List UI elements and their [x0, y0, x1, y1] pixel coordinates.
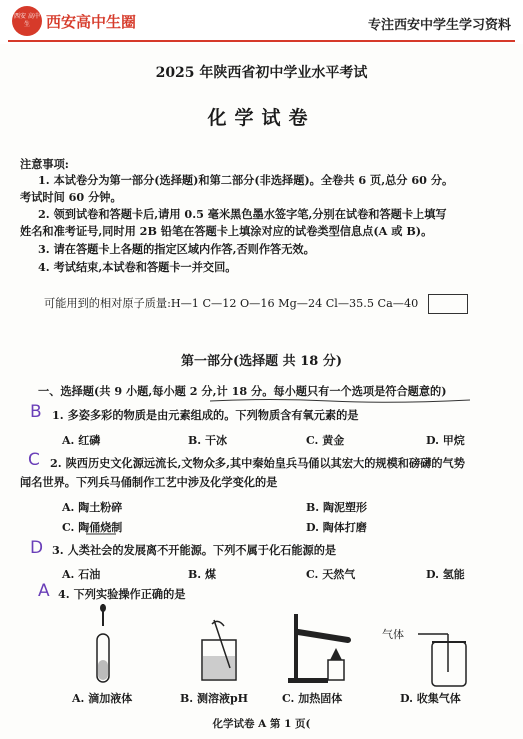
option: D. 陶体打磨 [306, 521, 367, 534]
question-stem-continued: 闻名世界。下列兵马俑制作工艺中涉及化学变化的是 [20, 475, 278, 489]
atomic-mass-line: 可能用到的相对原子质量:H—1 C—12 O—16 Mg—24 Cl—35.5 Ca—40 [44, 297, 419, 310]
ph-test-illustration [194, 620, 254, 684]
dropper-test-tube-illustration [88, 604, 118, 684]
question-stem: 2. 陕西历史文化源远流长,文物众多,其中秦始皇兵马俑以其宏大的规模和磅礴的气势 [50, 456, 465, 470]
section-instruction: 一、选择题(共 9 小题,每小题 2 分,计 18 分。每小题只有一个选项是符合题意的) [38, 384, 447, 398]
heating-solid-illustration [288, 610, 358, 684]
figure-caption: C. 加热固体 [282, 692, 343, 705]
question-stem: 1. 多姿多彩的物质是由元素组成的。下列物质含有氧元素的是 [52, 408, 359, 422]
gas-label: 气体 [382, 628, 404, 641]
option-underline [86, 532, 116, 536]
note-item: 3. 请在答题卡上各题的指定区域内作答,否则作答无效。 [38, 242, 315, 256]
question-stem: 3. 人类社会的发展离不开能源。下列不属于化石能源的是 [52, 543, 337, 557]
figure-caption: B. 测溶液pH [180, 692, 249, 705]
notes-heading: 注意事项: [20, 157, 69, 171]
option: A. 陶土粉碎 [62, 501, 123, 514]
option: A. 石油 [62, 568, 101, 581]
answer-mark: A [38, 581, 50, 601]
note-item: 考试时间 60 分钟。 [20, 190, 122, 204]
option: B. 陶泥塑形 [306, 501, 367, 514]
part1-title: 第一部分(选择题 共 18 分) [181, 354, 342, 369]
instruction-underline [210, 398, 470, 404]
gas-collection-illustration [418, 628, 468, 688]
handwritten-box [428, 294, 468, 314]
option: A. 红磷 [62, 434, 101, 447]
option: B. 干冰 [188, 434, 227, 447]
option: C. 天然气 [306, 568, 356, 581]
note-item: 1. 本试卷分为第一部分(选择题)和第二部分(非选择题)。全卷共 6 页,总分 60 分。 [38, 173, 454, 187]
header-slogan: 专注西安中学生学习资料 [367, 18, 511, 33]
figure-caption: D. 收集气体 [400, 692, 461, 705]
option: D. 氢能 [426, 568, 465, 581]
logo-text: 西安高中生圈 [46, 13, 137, 31]
answer-mark: B [30, 402, 42, 422]
question-stem: 4. 下列实验操作正确的是 [58, 587, 186, 601]
page-footer: 化学试卷 A 第 1 页( [212, 718, 311, 730]
answer-mark: D [30, 538, 44, 558]
subject-title: 化学试卷 [207, 107, 316, 129]
answer-mark: C [28, 450, 40, 470]
option: D. 甲烷 [426, 434, 465, 447]
logo-badge-text: 西安 高中生 [14, 13, 40, 28]
figure-caption: A. 滴加液体 [72, 692, 133, 705]
option: B. 煤 [188, 568, 216, 581]
exam-title: 2025 年陕西省初中学业水平考试 [155, 65, 368, 81]
note-item: 4. 考试结束,本试卷和答题卡一并交回。 [38, 260, 237, 274]
option: C. 陶俑烧制 [62, 521, 123, 534]
header-divider [8, 40, 515, 42]
note-item: 姓名和准考证号,同时用 2B 铅笔在答题卡上填涂对应的试卷类型信息点(A 或 B)。 [20, 224, 433, 238]
logo-badge [12, 6, 42, 36]
note-item: 2. 领到试卷和答题卡后,请用 0.5 毫米黑色墨水签字笔,分别在试卷和答题卡上填写 [38, 207, 447, 221]
option: C. 黄金 [306, 434, 345, 447]
